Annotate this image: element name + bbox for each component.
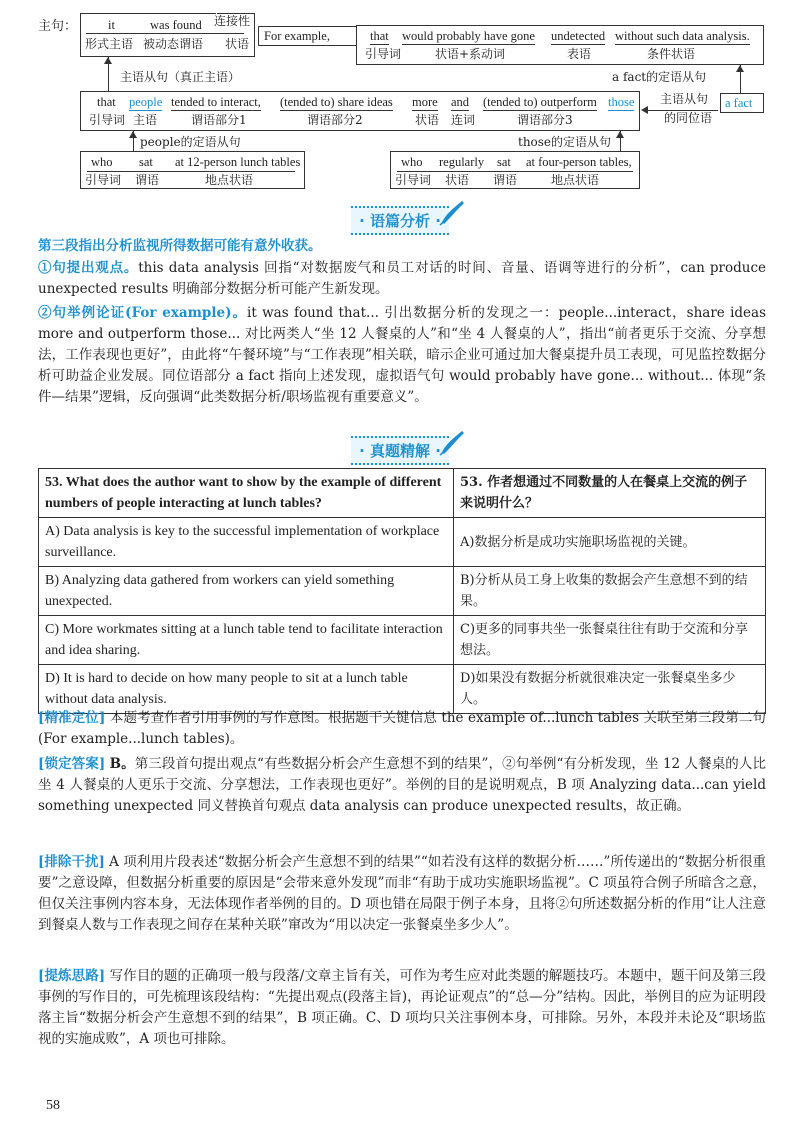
section1-summary: 第三段指出分析监视所得数据可能有意外收获。 — [38, 238, 322, 254]
main-clause-prefix: 主句： — [38, 19, 78, 34]
label-adverbial-mid: 状语 — [415, 113, 440, 127]
option-d-cn: D)如果没有数据分析就很难决定一张餐桌坐多少人。 — [454, 665, 766, 714]
people-attr-box — [80, 151, 305, 189]
exclude-paragraph: [排除干扰] A 项利用片段表述“数据分析会产生意想不到的结果”“如若没有这样的数据分析……”所传递出的“数据分析很重要”之意设障，但数据分析重要的原因是“会带来意外发现”而非“有助于成功实施职场监视”。C 项虽符合例子所暗含之意，但仅关注事例内容本身，无法体现作者举例的目的。D 项也错在局限于例子本身，且将②句所述数据分析的作用“让人注意到餐桌人数与工作表现之间存在某种关联”窜改为“用以决定一张餐桌坐多少人”。 — [38, 854, 766, 933]
label-appositive-2: 的同位语 — [664, 111, 713, 125]
option-a-cn: A)数据分析是成功实施职场监视的关键。 — [454, 518, 766, 567]
word-those: those — [608, 95, 635, 109]
word-who-br: who — [401, 155, 423, 169]
label-adv-br: 状语 — [445, 173, 470, 187]
locate-paragraph: [精准定位] 本题考查作者引用事例的写作意图。根据题干关键信息 the example of...lunch tables 关联至第三段第二句(For example...lunch tables)。 — [38, 710, 767, 747]
table-row — [39, 469, 766, 518]
label-adverbial: 状语 — [225, 37, 250, 51]
table-row — [39, 518, 766, 567]
word-would-have-gone: would probably have gone — [402, 29, 535, 43]
label-passive-predicate: 被动态谓语 — [143, 37, 204, 51]
word-without: without such data analysis. — [615, 29, 750, 43]
label-pred1: 谓语部分1 — [191, 113, 247, 127]
section1-paragraph-2: ②句举例论证(For example)。it was found that... 引出数据分析的发现之一：people...interact，share ideas more and outperform those... 对比两类人“坐 12 人餐桌的人”和“坐 4 人餐桌的人”，指出“前者更乐于交流、分享想法，工作表现也更好”，由此将“午餐环境”与“工作表现”相关联，暗示企业可通过加大餐桌提升员工表现，可见监控数据分析可助益企业发展。同位语部分 a fact 指向上述发现，虚拟语气句 would probably have gone... without... 体现“条件—结果”逻辑，反向强调“此类数据分析/职场监视有重要意义”。 — [38, 305, 767, 405]
label-those-attr: those的定语从句 — [518, 135, 612, 149]
label-appositive: 主语从句 — [660, 92, 709, 106]
word-that: that — [370, 29, 389, 43]
label-pred-bl: 谓语 — [135, 173, 160, 187]
label-a-fact-attr: a fact的定语从句 — [612, 70, 707, 84]
label-subject-clause: 主语从句（真正主语） — [120, 70, 241, 84]
brush-icon-2 — [438, 428, 468, 456]
answer-paragraph: [锁定答案] B。第三段首句提出观点“有些数据分析会产生意想不到的结果”，②句举例“有分析发现，坐 12 人餐桌的人比坐 4 人餐桌的人更乐于交流、分享想法，工作表现也更好”。举例的目的是说明观点，B 项 Analyzing data...can yield something unexpected 同义替换首句观点 data analysis can produce unexpected results，故正确。 — [38, 756, 766, 814]
label-condition-adverbial: 条件状语 — [647, 47, 696, 61]
label-lead-word: 引导词 — [365, 47, 402, 61]
word-sat: sat — [139, 155, 153, 169]
word-was-found: was found — [150, 18, 202, 32]
label-subject: 主语 — [133, 113, 158, 127]
brush-icon — [438, 198, 468, 226]
word-for-example: For example, — [264, 29, 330, 43]
idea-paragraph: [提炼思路] 写作目的题的正确项一般与段落/文章主旨有关，可作为考生应对此类题的解题技巧。本题中，题干问及第三段事例的写作目的，可先梳理该段结构：“先提出观点(段落主旨)，再论证观点”的“总—分”结构。因此，举例目的应为证明段落主旨“数据分析会产生意想不到的结果”，B 项正确。C、D 项均只关注事例本身，可排除。另外，本段并未论及“职场监视的实施成败”，A 项也可排除。 — [38, 968, 766, 1047]
option-a-en: A) Data analysis is key to the successful implementation of workplace surveillance. — [39, 518, 454, 567]
label-lead-word-mid: 引导词 — [89, 113, 126, 127]
label-pred3: 谓语部分3 — [517, 113, 573, 127]
label-connective: 连接性 — [214, 14, 251, 28]
label-place-adv-bl: 地点状语 — [205, 173, 254, 187]
word-regularly: regularly — [439, 155, 485, 169]
word-that-mid: that — [97, 95, 116, 109]
word-share-ideas: (tended to) share ideas — [280, 95, 393, 109]
option-b-cn: B)分析从员工身上收集的数据会产生意想不到的结果。 — [454, 567, 766, 616]
word-undetected: undetected — [551, 29, 606, 43]
option-c-cn: C)更多的同事共坐一张餐桌往往有助于交流和分享想法。 — [454, 616, 766, 665]
section-title-questions: · 真题精解 · — [0, 436, 800, 465]
label-lead-word-br: 引导词 — [395, 173, 432, 187]
a-fact-box — [720, 93, 764, 113]
word-more: more — [412, 95, 438, 109]
question-en: 53. What does the author want to show by the example of different numbers of people interacting at lunch tables? — [39, 469, 454, 518]
section-title-discourse: · 语篇分析 · — [0, 206, 800, 235]
table-row — [39, 665, 766, 714]
label-pred-br: 谓语 — [493, 173, 518, 187]
word-place-br: at four-person tables, — [526, 155, 632, 169]
label-predicate-link: 状语+系动词 — [435, 47, 506, 61]
label-conj: 连词 — [451, 113, 476, 127]
word-place: at 12-person lunch tables — [175, 155, 301, 169]
that-clause-box — [356, 25, 764, 65]
word-a-fact: a fact — [725, 96, 753, 110]
those-attr-box — [390, 151, 640, 189]
label-predicative: 表语 — [567, 47, 592, 61]
label-people-attr: people的定语从句 — [140, 135, 241, 149]
for-example-box — [258, 26, 364, 46]
question-cn: 53. 作者想通过不同数量的人在餐桌上交流的例子来说明什么？ — [454, 469, 766, 518]
subject-clause-box — [80, 91, 640, 131]
table-row — [39, 567, 766, 616]
word-tended-interact: tended to interact, — [171, 95, 261, 109]
page-number: 58 — [46, 1098, 60, 1113]
label-formal-subject: 形式主语 — [85, 37, 134, 51]
label-pred2: 谓语部分2 — [307, 113, 363, 127]
option-c-en: C) More workmates sitting at a lunch table tend to facilitate interaction and idea sharing. — [39, 616, 454, 665]
section1-paragraph-1: ①句提出观点。this data analysis 回指“对数据废气和员工对话的时间、音量、语调等进行的分析”，can produce unexpected results 明确部分数据分析可能产生新发现。 — [38, 260, 766, 297]
word-it: it — [108, 18, 115, 32]
word-sat-br: sat — [497, 155, 511, 169]
table-row — [39, 616, 766, 665]
label-lead-word-bl: 引导词 — [85, 173, 122, 187]
label-place-adv-br: 地点状语 — [551, 173, 600, 187]
question-table — [38, 468, 766, 714]
word-outperform: (tended to) outperform — [483, 95, 597, 109]
word-and: and — [451, 95, 470, 109]
option-d-en: D) It is hard to decide on how many people to sit at a lunch table without data analysis. — [39, 665, 454, 714]
word-people: people — [129, 95, 163, 109]
word-who: who — [91, 155, 113, 169]
option-b-en: B) Analyzing data gathered from workers can yield something unexpected. — [39, 567, 454, 616]
